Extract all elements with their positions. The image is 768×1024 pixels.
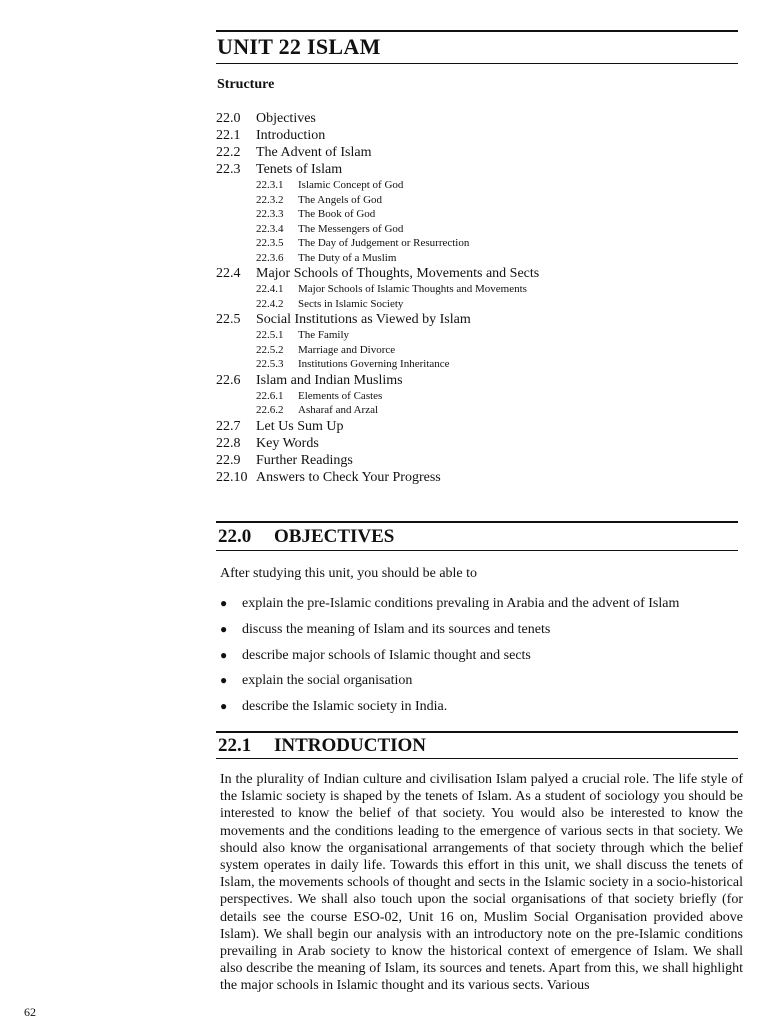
toc-subentry <box>216 403 736 418</box>
toc-entry <box>216 110 736 127</box>
toc-entry-number: 22.6 <box>216 372 241 388</box>
toc-entry-number: 22.3 <box>216 162 241 177</box>
toc-subentry-number: 22.3.2 <box>256 193 284 206</box>
introduction-heading <box>218 734 426 758</box>
objective-text: describe major schools of Islamic thought and sects <box>242 647 531 663</box>
toc-subentry-title: Asharaf and Arzal <box>298 404 379 416</box>
toc-subentry <box>216 357 736 372</box>
introduction-bottom-rule <box>216 758 738 759</box>
toc-entry-number: 22.10 <box>216 469 248 485</box>
toc-entry-title: Further Readings <box>256 452 353 468</box>
objective-item <box>220 594 740 620</box>
objective-item <box>220 620 740 646</box>
toc-subentry-title: The Messengers of God <box>298 222 404 235</box>
toc-entry <box>216 418 736 435</box>
toc-entry-title: The Advent of Islam <box>256 145 372 160</box>
objective-text: explain the pre-Islamic conditions prevaling in Arabia and the advent of Islam <box>242 596 680 611</box>
toc-entry <box>216 435 736 452</box>
unit-title-rule <box>216 63 738 64</box>
objectives-number: 22.0 <box>218 526 252 547</box>
toc-subentry-title: Marriage and Divorce <box>298 343 396 356</box>
bullet-icon: ● <box>220 596 228 610</box>
page-number: 62 <box>24 1005 36 1019</box>
toc-entry-title: Islam and Indian Muslims <box>256 372 403 388</box>
toc-entry-number: 22.9 <box>216 452 241 468</box>
objectives-heading <box>218 525 394 549</box>
objectives-list <box>220 594 740 723</box>
objectives-title: OBJECTIVES <box>274 526 395 547</box>
toc-entry-number: 22.5 <box>216 312 241 327</box>
toc-subentry-number: 22.6.2 <box>256 404 284 416</box>
objective-item <box>220 646 740 672</box>
top-rule <box>216 30 738 32</box>
bullet-icon: ● <box>220 647 228 662</box>
structure-heading: Structure <box>217 77 275 92</box>
toc-subentry-number: 22.5.1 <box>256 329 284 341</box>
toc-subentry-number: 22.3.1 <box>256 179 284 191</box>
toc-subentry-title: Islamic Concept of God <box>298 179 404 191</box>
toc-subentry-number: 22.6.1 <box>256 389 284 402</box>
introduction-number: 22.1 <box>218 735 252 756</box>
toc-subentry <box>216 251 736 266</box>
toc-subentry-number: 22.5.3 <box>256 358 284 370</box>
objectives-bottom-rule <box>216 550 738 551</box>
objective-text: explain the social organisation <box>242 673 413 689</box>
toc-entry-number: 22.7 <box>216 418 241 434</box>
objective-text: discuss the meaning of Islam and its sources and tenets <box>242 621 551 637</box>
toc-subentry-title: Major Schools of Islamic Thoughts and Movements <box>298 283 527 295</box>
toc-subentry-title: The Duty of a Muslim <box>298 251 397 264</box>
bullet-icon: ● <box>220 673 228 688</box>
toc-subentry <box>216 178 736 193</box>
toc-entry <box>216 372 736 389</box>
toc-subentry-number: 22.4.1 <box>256 283 284 295</box>
toc-subentry <box>216 193 736 208</box>
toc-subentry <box>216 282 736 297</box>
introduction-title: INTRODUCTION <box>274 735 427 756</box>
toc-entry-title: Let Us Sum Up <box>256 418 344 434</box>
toc-subentry-title: The Family <box>298 329 350 341</box>
toc-subentry <box>216 343 736 358</box>
toc-entry-title: Objectives <box>256 111 316 126</box>
toc-entry-title: Social Institutions as Viewed by Islam <box>256 312 471 327</box>
toc-entry-number: 22.1 <box>216 128 241 143</box>
toc-entry <box>216 127 736 144</box>
bullet-icon: ● <box>220 699 228 714</box>
toc-subentry-number: 22.3.4 <box>256 222 284 235</box>
objective-item <box>220 671 740 697</box>
toc-entry <box>216 265 736 282</box>
bullet-icon: ● <box>220 621 228 636</box>
toc-entry-number: 22.8 <box>216 435 241 451</box>
introduction-paragraph: In the plurality of Indian culture and civilisation Islam palyed a crucial role. The life style of the Islamic society is shaped by the tenets of Islam. As a student of sociology you should be interested to know the belief of that society. You would also be interested to know the movements and the conditions leading to the emergence of various sects in that society. We should also know the organisational arrangements of that society through which the belief system operates in daily life. Towards this effort in this unit, we shall discuss the tenets of Islam, the movements schools of thought and sects in the Islamic society in a socio-historical perspectives. We shall also touch upon the social organisations of that society briefly (for details see the course ESO-02, Unit 16 on, Muslim Social Organisation provided above Islam). We shall begin our analysis with an introductory note on the pre-Islamic conditions prevailing in Arab society to know the historical context of emergence of Islam. We shall also describe the meaning of Islam, its sources and tenets. Apart from this, we shall highlight the major schools in Islamic thought and its various sects. Various <box>220 772 743 994</box>
unit-title: UNIT 22 ISLAM <box>217 34 381 59</box>
toc-subentry-number: 22.5.2 <box>256 343 284 356</box>
toc-entry-title: Tenets of Islam <box>256 162 343 177</box>
toc-subentry-title: Sects in Islamic Society <box>298 297 404 310</box>
toc-subentry-title: Institutions Governing Inheritance <box>298 358 450 370</box>
toc-entry <box>216 452 736 469</box>
toc-entry-title: Key Words <box>256 435 319 451</box>
toc-subentry-number: 22.3.6 <box>256 251 284 264</box>
toc-subentry <box>216 236 736 251</box>
table-of-contents <box>216 110 736 486</box>
toc-entry-title: Introduction <box>256 128 326 143</box>
toc-entry-number: 22.2 <box>216 145 241 160</box>
toc-subentry <box>216 207 736 222</box>
toc-subentry <box>216 389 736 404</box>
objectives-lead: After studying this unit, you should be able to <box>220 566 478 581</box>
toc-entry <box>216 311 736 328</box>
introduction-top-rule <box>216 731 738 733</box>
toc-subentry-number: 22.3.3 <box>256 208 284 220</box>
toc-subentry <box>216 328 736 343</box>
toc-entry-title: Major Schools of Thoughts, Movements and Sects <box>256 266 540 281</box>
objective-text: describe the Islamic society in India. <box>242 699 448 715</box>
toc-entry <box>216 144 736 161</box>
objectives-top-rule <box>216 521 738 523</box>
toc-entry <box>216 161 736 178</box>
toc-subentry <box>216 297 736 312</box>
toc-subentry-title: The Book of God <box>298 208 376 220</box>
toc-entry <box>216 469 736 486</box>
toc-subentry-number: 22.4.2 <box>256 297 284 310</box>
objective-item <box>220 697 740 723</box>
toc-subentry <box>216 222 736 237</box>
toc-subentry-number: 22.3.5 <box>256 237 284 249</box>
toc-subentry-title: Elements of Castes <box>298 389 383 402</box>
toc-subentry-title: The Angels of God <box>298 193 383 206</box>
toc-entry-title: Answers to Check Your Progress <box>256 469 441 485</box>
toc-subentry-title: The Day of Judgement or Resurrection <box>298 237 470 249</box>
toc-entry-number: 22.0 <box>216 111 241 126</box>
toc-entry-number: 22.4 <box>216 266 241 281</box>
